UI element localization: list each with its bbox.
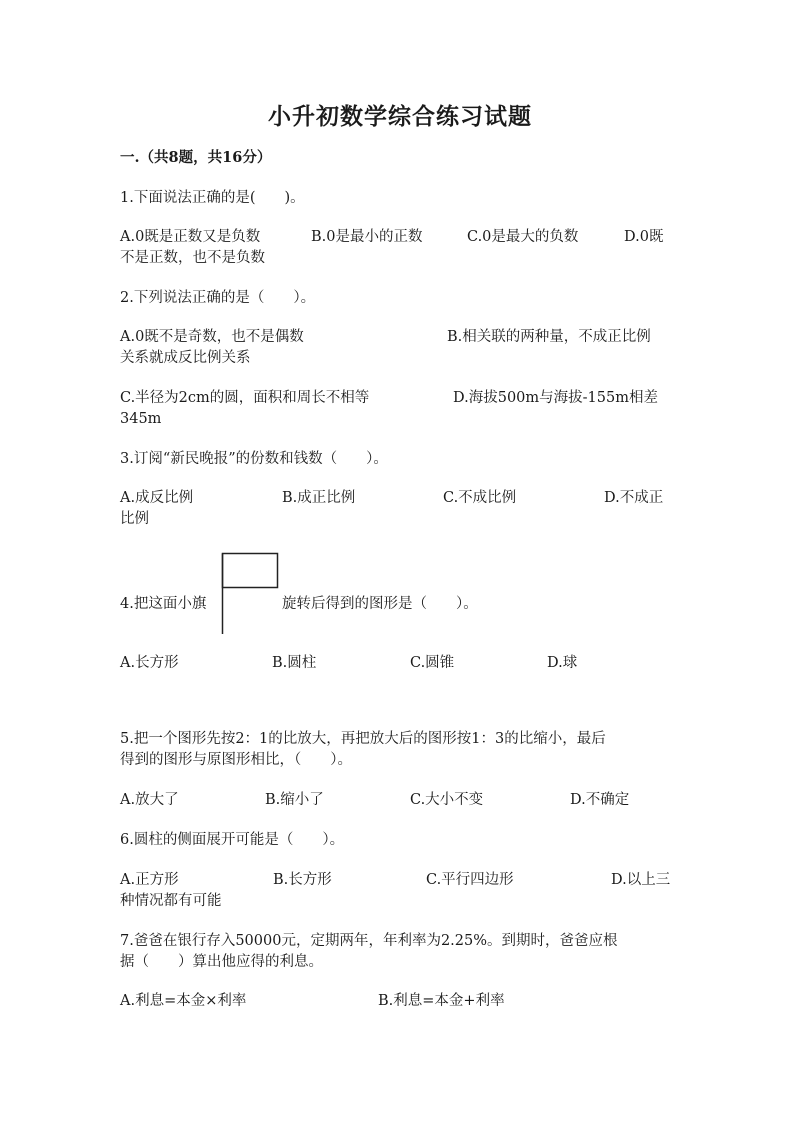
- q4-option-b: B.圆柱: [272, 655, 317, 671]
- q3-option-d: D.不成正: [604, 490, 664, 506]
- q2-option-d: D.海拔500m与海拔-155m相差: [453, 390, 658, 406]
- q1-option-c: C.0是最大的负数: [467, 229, 579, 245]
- q1-option-a: A.0既是正数又是负数: [120, 229, 261, 245]
- section-heading: 一.（共8题，共16分）: [120, 149, 272, 166]
- q5-option-d: D.不确定: [570, 792, 630, 808]
- q4-option-c: C.圆锥: [410, 655, 455, 671]
- page-title: 小升初数学综合练习试题: [268, 103, 532, 130]
- q3-option-c: C.不成比例: [443, 490, 517, 506]
- question-4-stem-start: 4.把这面小旗: [120, 596, 207, 612]
- q1-option-d-continued: 不是正数，也不是负数: [120, 250, 265, 266]
- q7-option-b: B.利息=本金+利率: [378, 993, 505, 1009]
- q2-option-b: B.相关联的两种量，不成正比例: [447, 329, 651, 345]
- question-7-stem-continued: 据（ ）算出他应得的利息。: [120, 954, 323, 970]
- q2-option-c: C.半径为2cm的圆，面积和周长不相等: [120, 390, 370, 406]
- q2-option-a: A.0既不是奇数，也不是偶数: [120, 329, 304, 345]
- q2-option-d-continued: 345m: [120, 411, 162, 427]
- question-2-stem: 2.下列说法正确的是（ ）。: [120, 290, 316, 306]
- q2-option-b-continued: 关系就成反比例关系: [120, 350, 251, 366]
- question-5-stem: 5.把一个图形先按2：1的比放大，再把放大后的图形按1：3的比缩小，最后: [120, 731, 606, 747]
- q3-option-a: A.成反比例: [120, 490, 194, 506]
- q4-option-a: A.长方形: [120, 655, 179, 671]
- q3-option-b: B.成正比例: [282, 490, 356, 506]
- q7-option-a: A.利息=本金×利率: [120, 993, 247, 1009]
- q1-option-d: D.0既: [624, 229, 664, 245]
- q6-option-d-continued: 种情况都有可能: [120, 893, 222, 909]
- q3-option-d-continued: 比例: [120, 511, 149, 527]
- question-3-stem: 3.订阅“新民晚报”的份数和钱数（ ）。: [120, 451, 388, 467]
- q6-option-c: C.平行四边形: [426, 872, 514, 888]
- q6-option-b: B.长方形: [273, 872, 332, 888]
- flag-cloth: [223, 554, 278, 588]
- question-4-stem-end: 旋转后得到的图形是（ ）。: [282, 596, 478, 612]
- q5-option-c: C.大小不变: [410, 792, 484, 808]
- question-6-stem: 6.圆柱的侧面展开可能是（ ）。: [120, 832, 345, 848]
- q5-option-b: B.缩小了: [265, 792, 324, 808]
- q6-option-a: A.正方形: [120, 872, 179, 888]
- q1-option-b: B.0是最小的正数: [311, 229, 423, 245]
- flag-figure: [221, 552, 281, 636]
- question-7-stem: 7.爸爸在银行存入50000元，定期两年，年利率为2.25%。到期时，爸爸应根: [120, 933, 618, 949]
- question-5-stem-continued: 得到的图形与原图形相比，（ ）。: [120, 752, 352, 768]
- q6-option-d: D.以上三: [611, 872, 671, 888]
- q4-option-d: D.球: [547, 655, 578, 671]
- q5-option-a: A.放大了: [120, 792, 179, 808]
- question-1-stem: 1.下面说法正确的是( )。: [120, 190, 305, 206]
